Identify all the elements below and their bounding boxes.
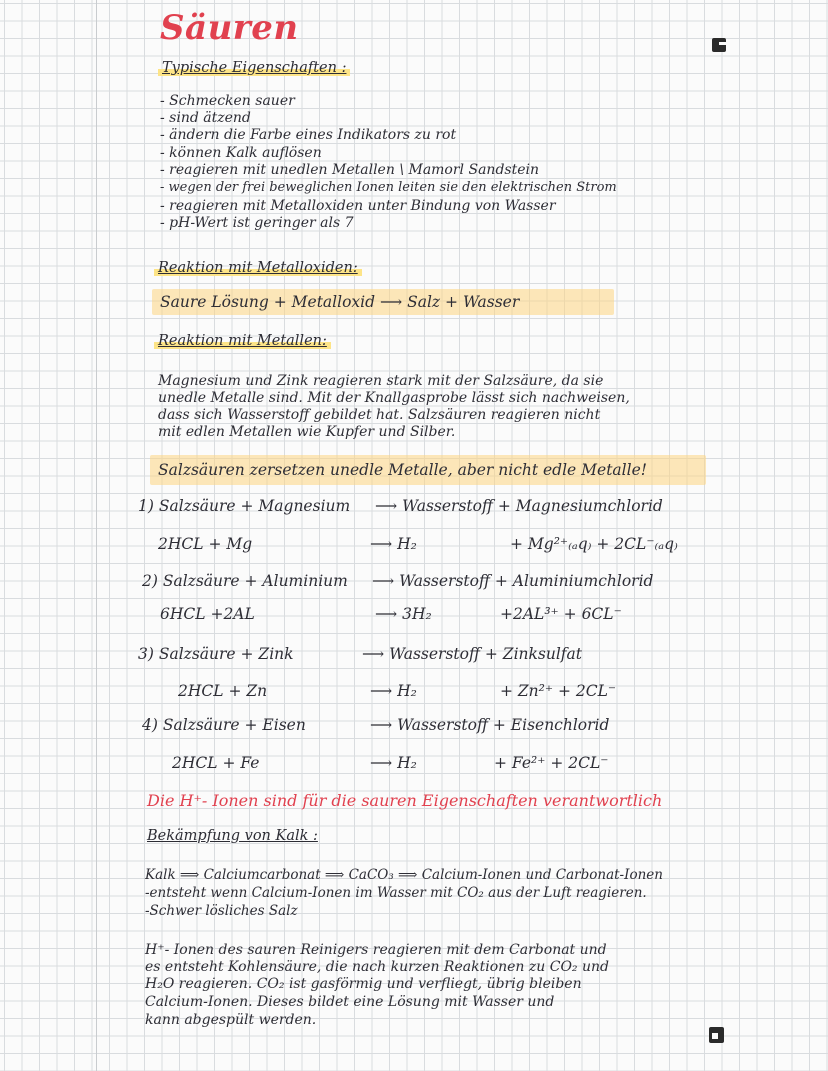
reaction-4-words-left: 4) Salzsäure + Eisen xyxy=(142,716,306,734)
metals-paragraph-line: Magnesium und Zink reagieren stark mit der Salzsäure, da sie xyxy=(158,373,604,389)
reaction-2-formula-right: +2AL³⁺ + 6CL⁻ xyxy=(500,605,622,623)
reaction-1-formula-right: + Mg²⁺₍ₐq₎ + 2CL⁻₍ₐq₎ xyxy=(510,535,678,553)
lime-heading: Bekämpfung von Kalk : xyxy=(147,828,318,844)
property-item: - reagieren mit unedlen Metallen \ Mamorl Sandstein xyxy=(160,162,539,178)
oxides-formula: Saure Lösung + Metalloxid ⟶ Salz + Wasser xyxy=(160,293,520,311)
reaction-1-formula-mid: ⟶ H₂ xyxy=(370,535,417,553)
reaction-3-words-right: ⟶ Wasserstoff + Zinksulfat xyxy=(362,645,583,663)
metals-paragraph-line: dass sich Wasserstoff gebildet hat. Salzsäuren reagieren nicht xyxy=(158,407,601,423)
page-title: Säuren xyxy=(160,8,299,48)
oxides-heading: Reaktion mit Metalloxiden: xyxy=(154,260,362,276)
reaction-4-formula-mid: ⟶ H₂ xyxy=(370,754,417,772)
property-item: - ändern die Farbe eines Indikators zu rot xyxy=(160,127,457,143)
reaction-4-formula-left: 2HCL + Fe xyxy=(172,754,260,772)
reaction-2-words-left: 2) Salzsäure + Aluminium xyxy=(142,572,348,590)
page-margin-line xyxy=(96,0,97,1071)
property-item: - sind ätzend xyxy=(160,110,251,126)
reaction-3-formula-mid: ⟶ H₂ xyxy=(370,682,417,700)
lime-paragraph-line: H₂O reagieren. CO₂ ist gasförmig und verfliegt, übrig bleiben xyxy=(145,976,582,992)
property-item: - pH-Wert ist geringer als 7 xyxy=(160,215,354,231)
reaction-3-formula-right: + Zn²⁺ + 2CL⁻ xyxy=(500,682,617,700)
metals-paragraph-line: mit edlen Metallen wie Kupfer und Silber. xyxy=(158,424,456,440)
lime-paragraph-line: H⁺- Ionen des sauren Reinigers reagieren mit dem Carbonat und xyxy=(145,942,607,958)
lime-paragraph-line: es entsteht Kohlensäure, die nach kurzen Reaktionen zu CO₂ und xyxy=(145,959,609,975)
lime-line: -Schwer lösliches Salz xyxy=(145,903,298,919)
metals-heading: Reaktion mit Metallen: xyxy=(154,333,331,349)
page-marker-icon xyxy=(712,38,726,52)
metals-paragraph-line: unedle Metalle sind. Mit der Knallgasprobe lässt sich nachweisen, xyxy=(158,390,630,406)
lime-line: -entsteht wenn Calcium-Ionen im Wasser mit CO₂ aus der Luft reagieren. xyxy=(145,885,647,901)
lime-line: Kalk ⟹ Calciumcarbonat ⟹ CaCO₃ ⟹ Calcium-Ionen und Carbonat-Ionen xyxy=(145,867,663,883)
reaction-4-formula-right: + Fe²⁺ + 2CL⁻ xyxy=(494,754,609,772)
reaction-2-words-right: ⟶ Wasserstoff + Aluminiumchlorid xyxy=(372,572,654,590)
property-item: - reagieren mit Metalloxiden unter Bindung von Wasser xyxy=(160,198,556,214)
reaction-1-formula-left: 2HCL + Mg xyxy=(158,535,253,553)
lime-paragraph-line: kann abgespült werden. xyxy=(145,1012,317,1028)
reaction-1-words-left: 1) Salzsäure + Magnesium xyxy=(138,497,351,515)
properties-heading: Typische Eigenschaften : xyxy=(158,60,350,76)
reaction-4-words-right: ⟶ Wasserstoff + Eisenchlorid xyxy=(370,716,610,734)
property-item: - Schmecken sauer xyxy=(160,93,295,109)
property-item: - können Kalk auflösen xyxy=(160,145,322,161)
metals-highlight-text: Salzsäuren zersetzen unedle Metalle, aber nicht edle Metalle! xyxy=(158,461,647,479)
reaction-2-formula-mid: ⟶ 3H₂ xyxy=(375,605,432,623)
h-ions-statement: Die H⁺- Ionen sind für die sauren Eigenschaften verantwortlich xyxy=(147,791,663,810)
reaction-1-words-right: ⟶ Wasserstoff + Magnesiumchlorid xyxy=(375,497,663,515)
reaction-2-formula-left: 6HCL +2AL xyxy=(160,605,255,623)
property-item: - wegen der frei beweglichen Ionen leiten sie den elektrischen Strom xyxy=(160,180,617,195)
page-marker-icon xyxy=(709,1027,724,1043)
reaction-3-words-left: 3) Salzsäure + Zink xyxy=(138,645,294,663)
reaction-3-formula-left: 2HCL + Zn xyxy=(178,682,268,700)
lime-paragraph-line: Calcium-Ionen. Dieses bildet eine Lösung mit Wasser und xyxy=(145,994,555,1010)
